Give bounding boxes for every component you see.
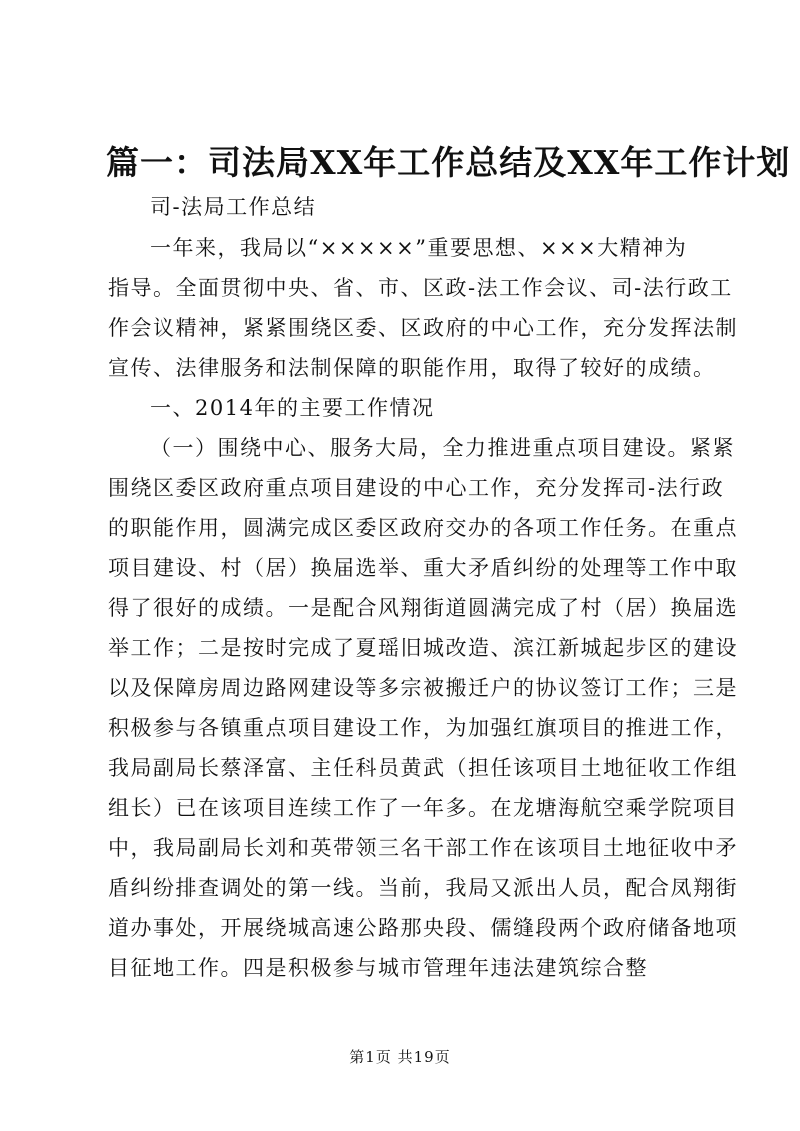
paragraph-line: 项目建设、村（居）换届选举、重大矛盾纠纷的处理等工作中取 xyxy=(108,556,738,580)
paragraph-line: 宣传、法律服务和法制保障的职能作用，取得了较好的成绩。 xyxy=(108,356,716,380)
paragraph-line: 指导。全面贯彻中央、省、市、区政-法工作会议、司-法行政工 xyxy=(108,276,733,300)
paragraph-line: 举工作；二是按时完成了夏瑶旧城改造、滨江新城起步区的建设 xyxy=(108,636,738,660)
paragraph-line: 围绕区委区政府重点项目建设的中心工作，充分发挥司-法行政 xyxy=(108,476,725,500)
page-number: 第1页 共19页 xyxy=(349,1048,451,1066)
paragraph-line: 组长）已在该项目连续工作了一年多。在龙塘海航空乘学院项目 xyxy=(108,796,738,820)
paragraph-line: 积极参与各镇重点项目建设工作，为加强红旗项目的推进工作， xyxy=(108,716,738,740)
paragraph-line: 的职能作用，圆满完成区委区政府交办的各项工作任务。在重点 xyxy=(108,516,738,540)
paragraph-line: 以及保障房周边路网建设等多宗被搬迁户的协议签订工作；三是 xyxy=(108,676,738,700)
paragraph-line: 我局副局长蔡泽富、主任科员黄武（担任该项目土地征收工作组 xyxy=(108,756,738,780)
paragraph-line: 道办事处，开展绕城高速公路那央段、儒缝段两个政府储备地项 xyxy=(108,916,738,940)
paragraph-line: 作会议精神，紧紧围绕区委、区政府的中心工作，充分发挥法制 xyxy=(108,316,738,340)
paragraph-line: 目征地工作。四是积极参与城市管理年违法建筑综合整 xyxy=(108,956,648,980)
paragraph-line: （一）围绕中心、服务大局，全力推进重点项目建设。紧紧 xyxy=(150,436,735,460)
paragraph-line: 中，我局副局长刘和英带领三名干部工作在该项目土地征收中矛 xyxy=(108,836,738,860)
paragraph-line: 一年来，我局以“×××××”重要思想、×××大精神为 xyxy=(150,236,688,260)
document-title: 篇一：司法局XX年工作总结及XX年工作计划 xyxy=(106,143,791,182)
paragraph-line: 得了很好的成绩。一是配合风翔街道圆满完成了村（居）换届选 xyxy=(108,596,738,620)
section-heading: 司-法局工作总结 xyxy=(150,195,317,219)
paragraph-line: 盾纠纷排查调处的第一线。当前，我局又派出人员，配合凤翔街 xyxy=(108,876,738,900)
section-heading: 一、2014年的主要工作情况 xyxy=(150,396,435,420)
